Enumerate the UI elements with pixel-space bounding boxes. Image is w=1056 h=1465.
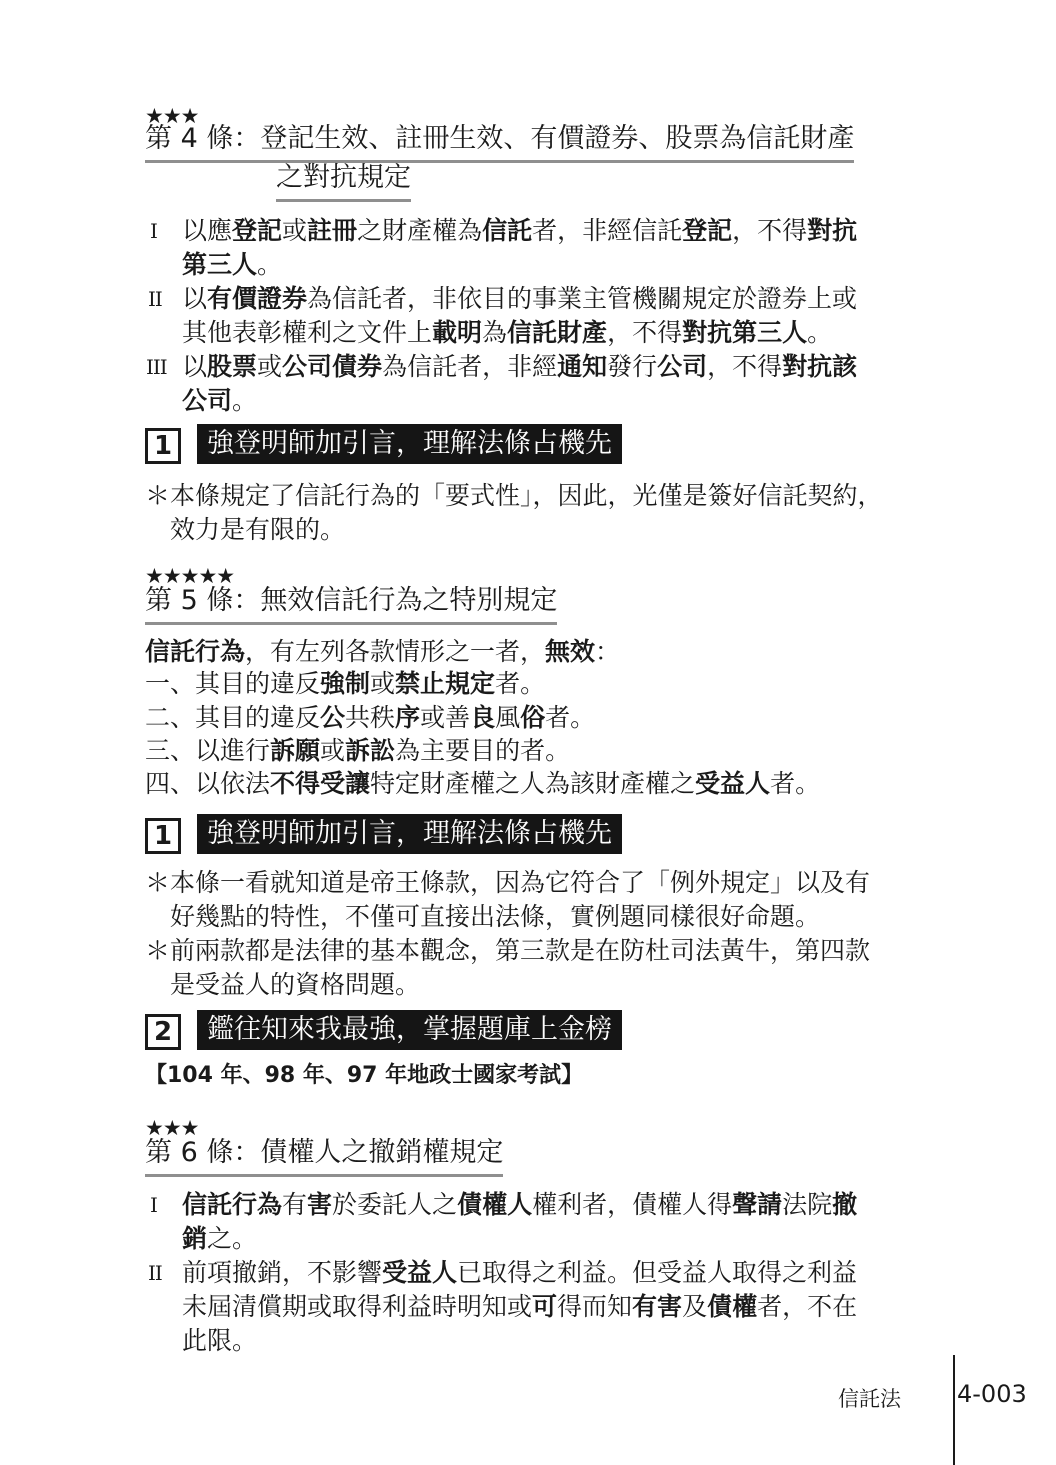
clause-number: III: [146, 355, 167, 379]
footer-divider: [953, 1355, 955, 1465]
article-6-title: 第 6 條：債權人之撤銷權規定: [145, 1136, 503, 1177]
note-text: ＊本條規定了信託行為的「要式性」，因此，光僅是簽好信託契約，: [145, 481, 883, 510]
importance-stars: ★★★★★: [145, 564, 235, 588]
clause-text: 二、其目的違反公共秩序或善良風俗者。: [145, 703, 596, 732]
section-number-box: 1: [145, 818, 181, 854]
section-banner: 強登明師加引言，理解法條占機先: [197, 814, 622, 854]
clause-text: 一、其目的違反強制或禁止規定者。: [145, 669, 546, 698]
clause-text: 前項撤銷，不影響受益人已取得之利益。但受益人取得之利益: [182, 1258, 858, 1287]
clause-text: 第三人。: [182, 250, 283, 279]
section-banner: 強登明師加引言，理解法條占機先: [197, 424, 622, 464]
article-4-title-line1: 第 4 條：登記生效、註冊生效、有價證券、股票為信託財產: [145, 122, 854, 163]
clause-number: II: [148, 287, 162, 311]
note-text: ＊本條一看就知道是帝王條款，因為它符合了「例外規定」以及有: [145, 868, 871, 897]
article-4-title-line2: 之對抗規定: [276, 161, 411, 202]
clause-number: II: [148, 1261, 162, 1285]
clause-text: 以股票或公司債券為信託者，非經通知發行公司，不得對抗該: [182, 352, 858, 381]
note-text: 效力是有限的。: [170, 515, 346, 544]
article-5-title: 第 5 條：無效信託行為之特別規定: [145, 584, 557, 625]
section-banner: 鑑往知來我最強，掌握題庫上金榜: [197, 1010, 622, 1050]
intro-text: 信託行為，有左列各款情形之一者，無效：: [145, 637, 621, 666]
note-text: ＊前兩款都是法律的基本觀念，第三款是在防杜司法黃牛，第四款: [145, 936, 871, 965]
clause-text: 此限。: [182, 1326, 258, 1355]
note-text: 好幾點的特性，不僅可直接出法條，實例題同樣很好命題。: [170, 902, 821, 931]
clause-text: 信託行為有害於委託人之債權人權利者，債權人得聲請法院撤: [182, 1190, 858, 1219]
clause-text: 銷之。: [182, 1224, 258, 1253]
clause-text: 三、以進行訴願或訴訟為主要目的者。: [145, 736, 571, 765]
clause-text: 以有價證券為信託者，非依目的事業主管機關規定於證券上或: [182, 284, 858, 313]
clause-text: 未屆清償期或取得利益時明知或可得而知有害及債權者，不在: [182, 1292, 858, 1321]
clause-number: I: [150, 219, 157, 243]
exam-reference: 【104 年、98 年、97 年地政士國家考試】: [145, 1063, 584, 1088]
clause-text: 四、以依法不得受讓特定財產權之人為該財產權之受益人者。: [145, 769, 821, 798]
clause-text: 其他表彰權利之文件上載明為信託財產，不得對抗第三人。: [182, 318, 833, 347]
note-text: 是受益人的資格問題。: [170, 970, 421, 999]
page-number: 4-003: [957, 1380, 1027, 1408]
clause-text: 以應登記或註冊之財產權為信託者，非經信託登記，不得對抗: [182, 216, 858, 245]
clause-text: 公司。: [182, 386, 258, 415]
importance-stars: ★★★: [145, 104, 199, 128]
clause-number: I: [150, 1193, 157, 1217]
section-number-box: 1: [145, 428, 181, 464]
section-number-box: 2: [145, 1014, 181, 1050]
footer-chapter-label: 信託法: [838, 1387, 901, 1411]
importance-stars: ★★★: [145, 1116, 199, 1140]
